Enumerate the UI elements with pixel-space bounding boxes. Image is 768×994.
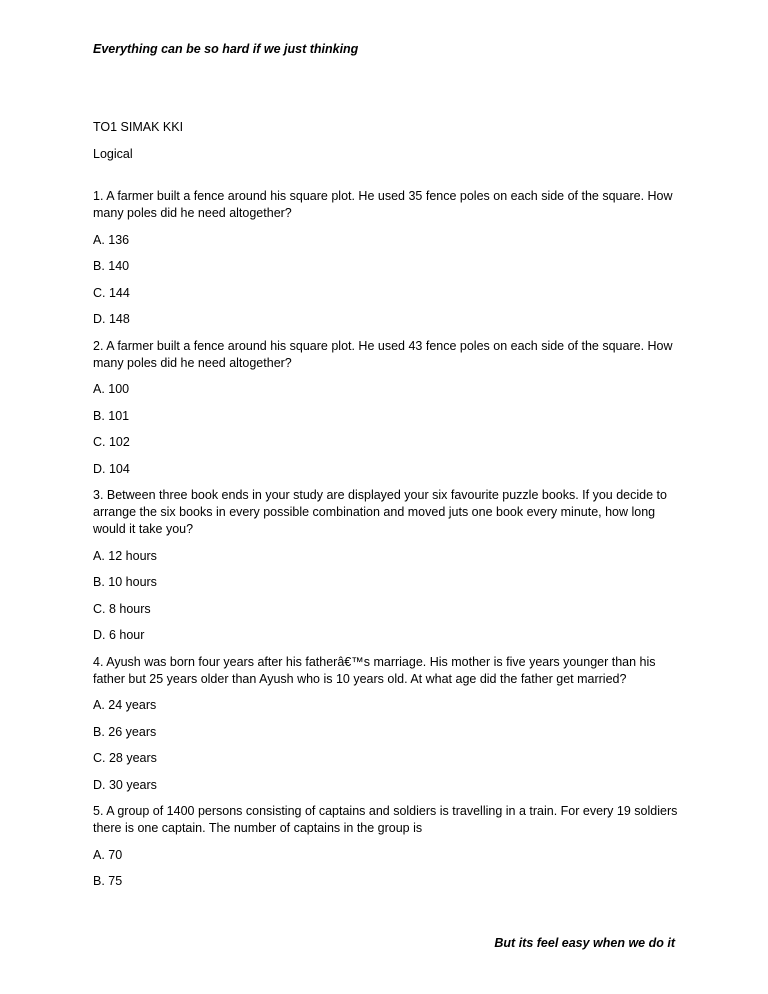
q3-option-d: D. 6 hour: [93, 628, 145, 642]
question-1: 1. A farmer built a fence around his square plot. He used 35 fence poles on each side of the square. How many poles did he need altogether?: [93, 189, 673, 220]
question-3: 3. Between three book ends in your study are displayed your six favourite puzzle books. If you decide to arrange the six books in every possible combination and moved juts one book every minute, how long would it take you?: [93, 488, 667, 536]
section-heading: Logical: [93, 146, 133, 161]
q4-option-b: B. 26 years: [93, 724, 157, 739]
q1-option-c: C. 144: [93, 285, 130, 300]
q2-option-a: A. 100: [93, 382, 130, 396]
page-header: Everything can be so hard if we just thinking: [93, 42, 359, 56]
q2-option-d: D. 104: [93, 461, 130, 476]
q1-option-a: A. 136: [93, 232, 130, 247]
question-5: 5. A group of 1400 persons consisting of captains and soldiers is travelling in a train. For every 19 soldiers there is one captain. The number of captains in the group is: [93, 804, 678, 835]
document-title: TO1 SIMAK KKI: [93, 120, 184, 134]
q4-option-c: C. 28 years: [93, 751, 157, 765]
q1-option-b: B. 140: [93, 259, 130, 273]
q5-option-b: B. 75: [93, 874, 123, 888]
q4-option-d: D. 30 years: [93, 777, 157, 792]
document-body: [93, 119, 683, 900]
question-4: 4. Ayush was born four years after his fatherâ€™s marriage. His mother is five years younger than his father but 25 years older than Ayush who is 10 years old. At what age did the father get married?: [93, 654, 656, 686]
q2-option-c: C. 102: [93, 435, 130, 449]
q3-option-b: B. 10 hours: [93, 575, 157, 589]
spacer: [93, 172, 683, 188]
q1-option-d: D. 148: [93, 312, 130, 326]
q4-option-a: A. 24 years: [93, 698, 157, 712]
page-footer: But its feel easy when we do it: [494, 936, 675, 950]
question-2: 2. A farmer built a fence around his square plot. He used 43 fence poles on each side of the square. How many poles did he need altogether?: [93, 338, 673, 370]
q3-option-c: C. 8 hours: [93, 601, 151, 616]
q5-option-a: A. 70: [93, 847, 123, 862]
q2-option-b: B. 101: [93, 408, 130, 423]
q3-option-a: A. 12 hours: [93, 548, 157, 563]
